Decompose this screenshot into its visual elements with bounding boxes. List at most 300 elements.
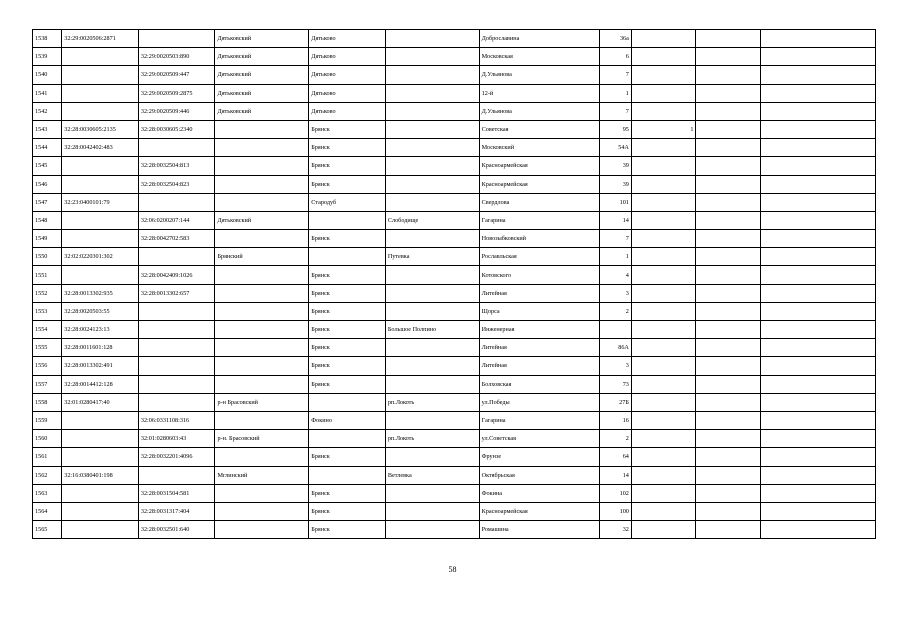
table-cell: ул.Победы [479,393,599,411]
table-cell [760,339,875,357]
table-cell [62,48,139,66]
table-cell: 6 [599,48,631,66]
table-cell [631,230,696,248]
table-cell [215,448,309,466]
table-cell [215,157,309,175]
table-cell: Брянск [309,230,386,248]
table-cell: Фрунзе [479,448,599,466]
table-cell: 32 [599,521,631,539]
table-cell: Брянск [309,321,386,339]
table-cell: 32:28:0042409:1026 [138,266,215,284]
page-number: 58 [448,565,457,574]
table-row [33,175,876,193]
table-cell [696,393,761,411]
table-cell [631,48,696,66]
table-cell: 2 [599,302,631,320]
table-cell [138,339,215,357]
table-row [33,230,876,248]
table-cell: 32:28:0030605:2135 [62,120,139,138]
table-cell [760,411,875,429]
table-cell: Брянск [309,157,386,175]
table-cell [215,193,309,211]
table-cell [62,66,139,84]
table-cell: 36а [599,30,631,48]
table-cell [696,448,761,466]
table-cell: Брянский [215,248,309,266]
table-cell: 32:28:0032504:813 [138,157,215,175]
table-cell: 32:01:0280417:40 [62,393,139,411]
table-cell [631,521,696,539]
table-cell [631,339,696,357]
table-cell [385,284,479,302]
table-cell [696,66,761,84]
table-cell: Большое Полпино [385,321,479,339]
table-cell: Московская [479,48,599,66]
table-cell [760,484,875,502]
table-cell [631,175,696,193]
table-cell [760,248,875,266]
table-cell: Дятьковский [215,30,309,48]
table-cell [631,102,696,120]
table-cell: 1542 [33,102,62,120]
table-cell: Слободище [385,211,479,229]
table-cell: Д.Ульянова [479,102,599,120]
table-cell: 1549 [33,230,62,248]
table-cell [631,66,696,84]
table-cell [62,230,139,248]
table-row [33,393,876,411]
table-cell: 1552 [33,284,62,302]
table-cell [62,521,139,539]
table-cell: Дятьковский [215,48,309,66]
table-cell: 16 [599,411,631,429]
table-cell: Гагарина [479,211,599,229]
table-row [33,521,876,539]
table-cell [631,375,696,393]
table-cell: Брянск [309,302,386,320]
table-cell [696,484,761,502]
table-cell: 32:28:0042702:583 [138,230,215,248]
table-cell: Дятьково [309,84,386,102]
table-cell [760,430,875,448]
table-cell: Доброславина [479,30,599,48]
table-cell [760,466,875,484]
table-cell [631,30,696,48]
table-cell [215,375,309,393]
table-cell [631,466,696,484]
table-cell: Рославльская [479,248,599,266]
registry-table [32,29,876,539]
table-cell [696,84,761,102]
table-cell [215,339,309,357]
table-cell [760,284,875,302]
table-cell: Брянск [309,521,386,539]
table-cell [760,521,875,539]
table-cell [696,139,761,157]
table-cell: 1538 [33,30,62,48]
table-cell [599,321,631,339]
table-cell [62,484,139,502]
table-cell: 32:29:0020503:890 [138,48,215,66]
table-cell [138,193,215,211]
table-cell [631,411,696,429]
table-cell: 32:29:0020509:446 [138,102,215,120]
table-cell [385,230,479,248]
table-cell: 1557 [33,375,62,393]
table-cell [62,211,139,229]
table-cell [385,157,479,175]
table-cell: 1563 [33,484,62,502]
table-cell [631,284,696,302]
table-row [33,339,876,357]
table-cell: 1561 [33,448,62,466]
table-cell: 1558 [33,393,62,411]
table-cell: 3 [599,284,631,302]
table-cell [385,193,479,211]
table-cell [760,193,875,211]
table-cell [215,302,309,320]
table-cell [385,521,479,539]
table-row [33,84,876,102]
table-cell: 1554 [33,321,62,339]
table-cell: Октябрьская [479,466,599,484]
table-cell: Дятьковский [215,211,309,229]
table-row [33,66,876,84]
table-row [33,157,876,175]
table-cell: Красноармейская [479,175,599,193]
table-cell [696,466,761,484]
table-cell: 32:02:0220301:302 [62,248,139,266]
table-cell: рп.Локоть [385,430,479,448]
table-cell: Брянск [309,339,386,357]
table-row [33,466,876,484]
table-cell: 100 [599,502,631,520]
table-cell: Дятьково [309,30,386,48]
table-cell: 101 [599,193,631,211]
table-cell: 32:16:0380401:198 [62,466,139,484]
table-cell [385,502,479,520]
table-cell: 32:28:0031504:581 [138,484,215,502]
table-cell: рп.Локоть [385,393,479,411]
table-cell [309,393,386,411]
table-cell: Болховская [479,375,599,393]
table-cell [760,211,875,229]
table-cell [138,466,215,484]
table-cell [138,30,215,48]
table-cell [696,375,761,393]
table-cell: 32:28:0014412:128 [62,375,139,393]
table-cell: 1539 [33,48,62,66]
table-cell: 32:28:0030605:2340 [138,120,215,138]
table-cell: Брянск [309,448,386,466]
table-cell: 32:28:0013302:935 [62,284,139,302]
table-cell [696,193,761,211]
table-cell: 1541 [33,84,62,102]
table-cell [62,84,139,102]
table-cell [215,411,309,429]
table-cell: Дятьковский [215,102,309,120]
table-cell: 12-й [479,84,599,102]
table-cell [631,157,696,175]
table-cell [385,66,479,84]
table-cell: Литейная [479,339,599,357]
table-cell [309,430,386,448]
table-cell [385,30,479,48]
table-cell: 14 [599,466,631,484]
table-row [33,502,876,520]
table-cell: 32:23:0400101:79 [62,193,139,211]
table-cell: 1543 [33,120,62,138]
table-row [33,484,876,502]
table-cell [631,430,696,448]
table-cell [760,230,875,248]
table-cell [138,139,215,157]
table-cell [696,175,761,193]
table-cell [309,211,386,229]
table-cell [760,139,875,157]
table-cell [62,175,139,193]
table-cell [696,284,761,302]
table-cell: 1556 [33,357,62,375]
table-row [33,266,876,284]
table-row [33,321,876,339]
table-cell [760,502,875,520]
table-cell [760,357,875,375]
table-cell: 4 [599,266,631,284]
table-cell: Новозыбковский [479,230,599,248]
table-cell: Котовского [479,266,599,284]
table-cell [62,411,139,429]
table-cell: 32:28:0032501:640 [138,521,215,539]
table-cell [696,157,761,175]
table-cell [696,502,761,520]
table-cell: 95 [599,120,631,138]
table-cell: Брянск [309,120,386,138]
table-cell: 1548 [33,211,62,229]
table-cell: Дятьково [309,66,386,84]
table-cell: 32:28:0013302:657 [138,284,215,302]
table-cell: 32:01:0280603:43 [138,430,215,448]
table-cell [215,230,309,248]
table-cell [62,448,139,466]
table-cell: Мглинский [215,466,309,484]
table-row [33,302,876,320]
table-cell [696,30,761,48]
table-cell [385,102,479,120]
table-cell: 1559 [33,411,62,429]
table-row [33,430,876,448]
table-cell [385,375,479,393]
table-cell [696,102,761,120]
table-cell [138,357,215,375]
table-cell: 32:06:0200207:144 [138,211,215,229]
table-cell [631,357,696,375]
table-cell: Литейная [479,284,599,302]
table-cell: Брянск [309,266,386,284]
table-cell [631,393,696,411]
table-cell: Дятьково [309,102,386,120]
table-cell: Путевка [385,248,479,266]
table-cell: Ветлевка [385,466,479,484]
table-cell: Дятьковский [215,84,309,102]
table-cell [385,84,479,102]
table-cell [631,266,696,284]
table-cell [385,357,479,375]
table-cell [696,430,761,448]
table-cell: Брянск [309,502,386,520]
table-cell: 27Б [599,393,631,411]
table-cell [760,302,875,320]
table-cell [696,266,761,284]
registry-table-body [33,30,876,539]
table-row [33,120,876,138]
table-cell: р-н Брасовский [215,393,309,411]
table-cell: 32:28:0031317:404 [138,502,215,520]
table-cell: 32:29:0020506:2871 [62,30,139,48]
table-cell [62,266,139,284]
table-cell [760,157,875,175]
table-cell: Свердлова [479,193,599,211]
table-cell [385,120,479,138]
table-cell [215,284,309,302]
table-cell [215,321,309,339]
table-cell [696,120,761,138]
table-cell: 7 [599,102,631,120]
table-cell: 1551 [33,266,62,284]
table-cell [760,175,875,193]
table-cell: 1544 [33,139,62,157]
table-cell [385,411,479,429]
table-cell [385,266,479,284]
table-cell: 1564 [33,502,62,520]
table-cell [215,357,309,375]
table-cell [138,321,215,339]
table-cell: Фокино [309,411,386,429]
table-cell [760,102,875,120]
table-cell: 32:28:0020503:55 [62,302,139,320]
table-cell: Щорса [479,302,599,320]
table-cell [215,175,309,193]
table-cell: Фокина [479,484,599,502]
table-cell [760,448,875,466]
table-cell [215,484,309,502]
table-row [33,448,876,466]
table-cell: Дятьковский [215,66,309,84]
table-cell: 1553 [33,302,62,320]
table-cell: 1547 [33,193,62,211]
table-cell [62,157,139,175]
table-cell: 1550 [33,248,62,266]
table-cell: 1562 [33,466,62,484]
table-cell: 1546 [33,175,62,193]
table-cell [385,139,479,157]
table-cell [696,230,761,248]
table-cell: 1 [631,120,696,138]
table-cell [696,321,761,339]
table-cell [631,139,696,157]
table-cell [631,321,696,339]
table-cell [385,48,479,66]
table-cell [631,84,696,102]
table-cell [62,502,139,520]
table-cell: 32:28:0032504:823 [138,175,215,193]
table-cell [760,375,875,393]
table-cell [385,175,479,193]
table-cell: 32:28:0032201:4096 [138,448,215,466]
table-cell [760,48,875,66]
table-cell [760,266,875,284]
table-cell: 1555 [33,339,62,357]
table-row [33,284,876,302]
table-cell [760,66,875,84]
table-cell: 32:29:0020509:2875 [138,84,215,102]
table-row [33,139,876,157]
table-cell: 1540 [33,66,62,84]
table-cell [215,120,309,138]
table-cell [631,211,696,229]
table-cell: Московский [479,139,599,157]
table-cell [696,521,761,539]
table-cell: Гагарина [479,411,599,429]
table-cell: 54А [599,139,631,157]
table-row [33,48,876,66]
table-cell: 86А [599,339,631,357]
table-cell: 32:28:0013302:491 [62,357,139,375]
table-cell [215,139,309,157]
table-cell: 73 [599,375,631,393]
table-cell: 1560 [33,430,62,448]
table-cell: Брянск [309,284,386,302]
table-cell [631,502,696,520]
table-cell: Брянск [309,139,386,157]
table-cell [138,248,215,266]
table-cell [696,302,761,320]
table-cell [696,339,761,357]
table-cell [631,248,696,266]
table-cell [696,248,761,266]
table-cell: р-н. Брасовский [215,430,309,448]
table-cell [760,120,875,138]
table-cell: 32:29:0020509:447 [138,66,215,84]
table-cell [385,484,479,502]
table-cell: 39 [599,175,631,193]
table-cell: 32:28:0042402:483 [62,139,139,157]
table-cell [215,266,309,284]
table-cell [760,30,875,48]
table-cell: Советская [479,120,599,138]
table-row [33,30,876,48]
table-cell: Д.Ульянова [479,66,599,84]
table-cell [760,84,875,102]
table-cell: ул.Советская [479,430,599,448]
table-cell [631,448,696,466]
table-cell: 1 [599,84,631,102]
table-cell: 32:28:0024123:13 [62,321,139,339]
table-cell: Инженерная [479,321,599,339]
table-cell: Брянск [309,175,386,193]
table-cell: 14 [599,211,631,229]
table-cell [631,302,696,320]
table-cell [696,211,761,229]
table-cell [696,411,761,429]
table-cell: 32:06:0331108:316 [138,411,215,429]
table-cell: 1565 [33,521,62,539]
table-cell: 1 [599,248,631,266]
table-cell [385,302,479,320]
table-cell: Стародуб [309,193,386,211]
table-cell: 32:28:0011601:128 [62,339,139,357]
table-cell: Брянск [309,357,386,375]
